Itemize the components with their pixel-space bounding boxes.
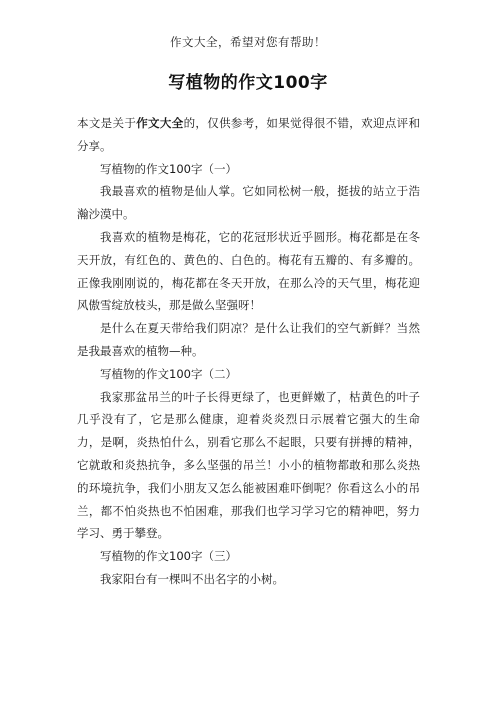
section-heading-3: 写植物的作文100字（三） xyxy=(100,549,237,564)
paragraph-3: 是什么在夏天带给我们阴凉？是什么让我们的空气新鲜？当然是我最喜欢的植物—种。 xyxy=(77,321,420,358)
page-title: 写植物的作文100字 xyxy=(168,73,328,93)
intro-paragraph xyxy=(77,112,420,158)
paragraph-2: 我喜欢的植物是梅花，它的花冠形状近乎圆形。梅花都是在冬天开放，有红色的、黄色的、白色的。梅花有五瓣的、有多瓣的。正像我刚刚说的，梅花都在冬天开放，在那么冷的天气里，梅花迎风傲雪绽放枝头，那是做么坚强呀！ xyxy=(77,229,420,313)
paragraph-5: 我家阳台有一棵叫不出名字的小树。 xyxy=(100,571,284,586)
paragraph-4: 我家那盆吊兰的叶子长得更绿了，也更鲜嫩了，枯黄色的叶子几乎没有了，它是那么健康，迎着炎炎烈日示展着它强大的生命力，是啊，炎热怕什么，别看它那么不起眼，只要有拼搏的精神，它就敢和炎热抗争，多么坚强的吊兰！小小的植物都敢和那么炎热的环境抗争，我们小朋友又怎么能被困难吓倒呢？你看这么小的吊兰，都不怕炎热也不怕困难，那我们也学习学习它的精神吧，努力学习、勇于攀登。 xyxy=(77,389,420,541)
section-heading-2: 写植物的作文100字（二） xyxy=(100,366,237,381)
header-note: 作文大全，希望对您有帮助！ xyxy=(170,35,326,49)
intro-text-before: 本文是关于 xyxy=(77,116,137,130)
intro-keyword: 作文大全 xyxy=(136,116,184,130)
article-body xyxy=(77,112,420,591)
section-heading-1: 写植物的作文100字（一） xyxy=(100,161,237,176)
paragraph-1: 我最喜欢的植物是仙人掌。它如同松树一般，挺拔的站立于浩瀚沙漠中。 xyxy=(77,184,420,222)
intro-text-after: 的，仅供参考，如果觉得很不错，欢迎点评和分享。 xyxy=(77,116,421,153)
